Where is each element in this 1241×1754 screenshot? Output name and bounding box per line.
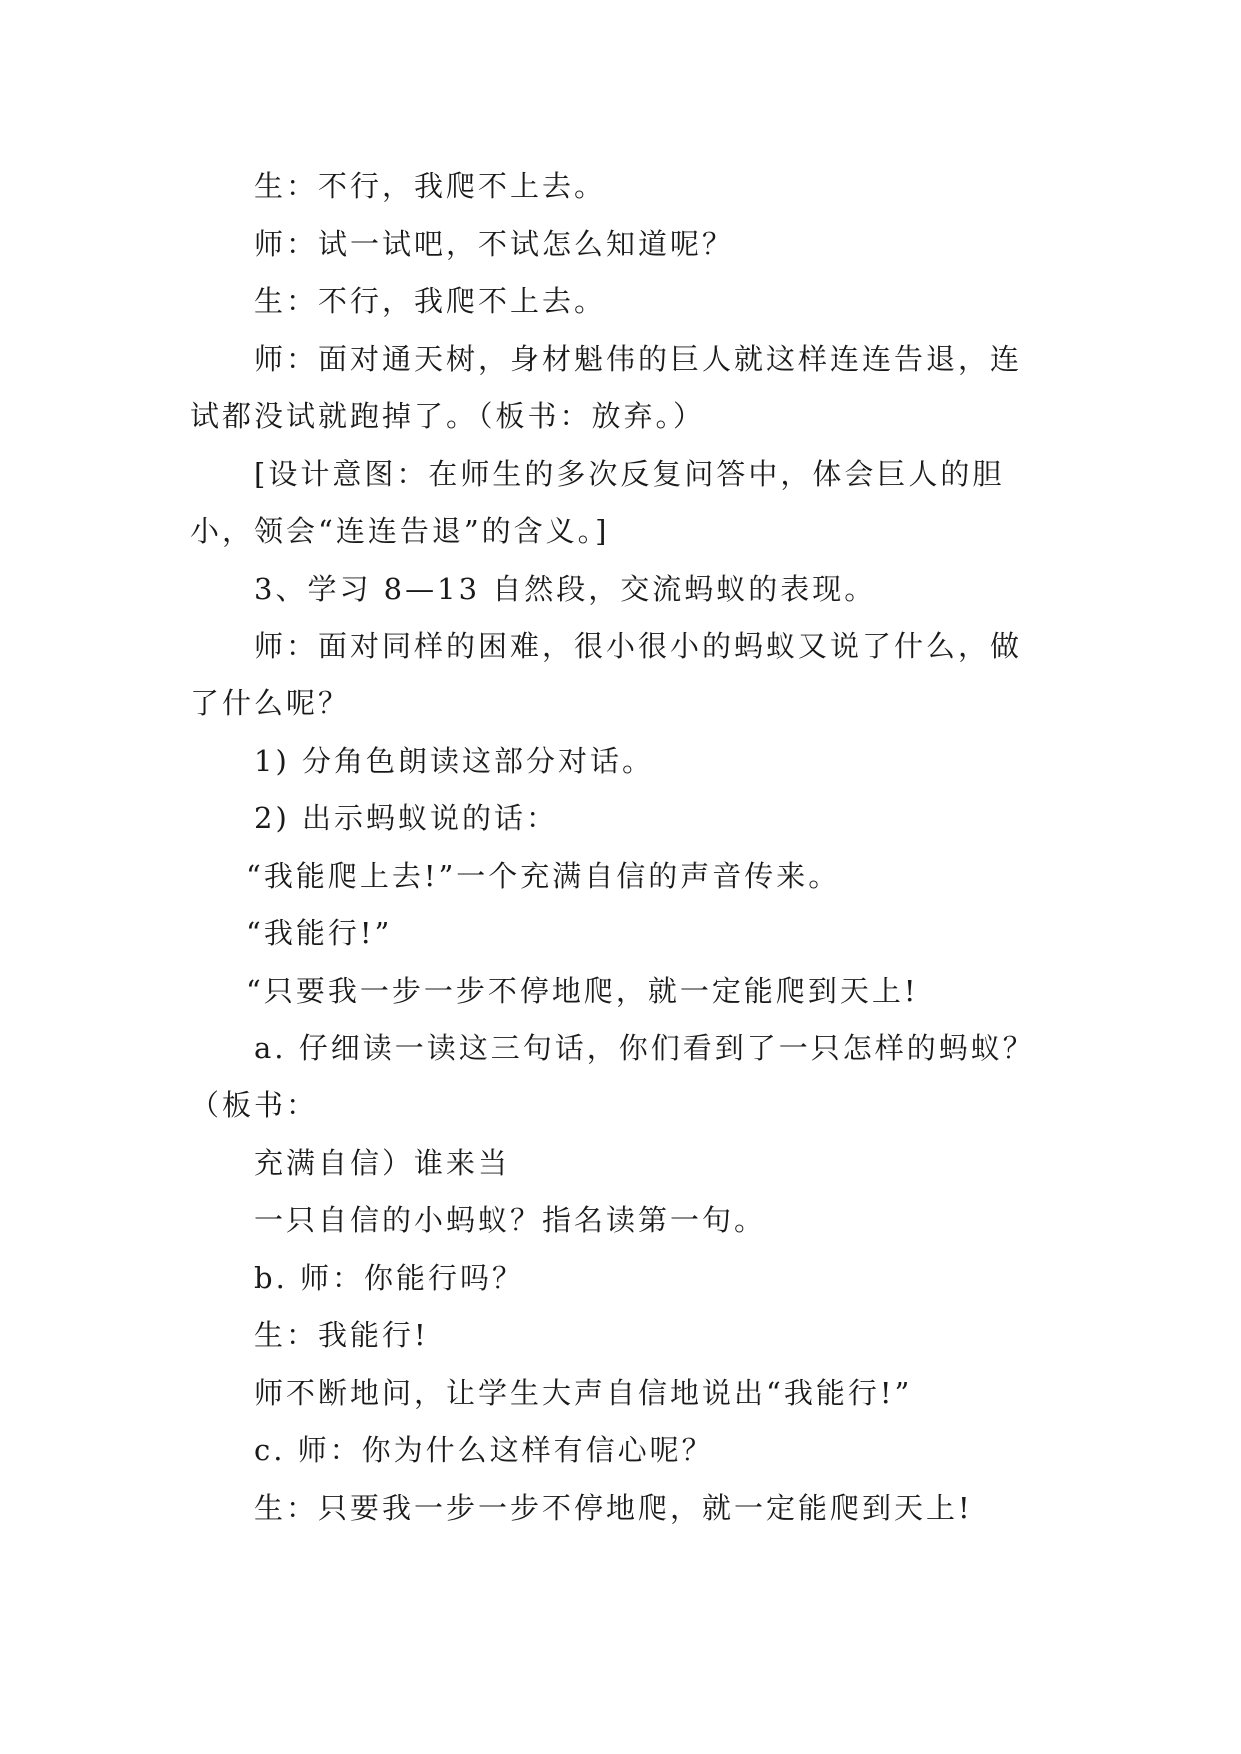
paragraph-line: b. 师：你能行吗？ xyxy=(254,1261,525,1295)
paragraph-line: 师不断地问，让学生大声自信地说出“我能行!” xyxy=(254,1376,913,1410)
quote-line: “我能行!” xyxy=(246,916,393,950)
paragraph-line: 生：我能行! xyxy=(254,1318,429,1352)
quote-line: “只要我一步一步不停地爬，就一定能爬到天上! xyxy=(246,974,919,1008)
paragraph-line: 试都没试就跑掉了。（板书：放弃。） xyxy=(190,399,706,433)
paragraph-line: 充满自信）谁来当 xyxy=(254,1146,511,1180)
paragraph-line: 生：不行，我爬不上去。 xyxy=(254,169,607,203)
paragraph-line: 小，领会“连连告退”的含义。] xyxy=(190,514,610,548)
paragraph-line: [设计意图：在师生的多次反复问答中，体会巨人的胆 xyxy=(254,457,1005,491)
quote-line: “我能爬上去!”一个充满自信的声音传来。 xyxy=(246,859,841,893)
paragraph-line: 了什么呢？ xyxy=(190,686,351,720)
paragraph-line: 生：只要我一步一步不停地爬，就一定能爬到天上! xyxy=(254,1491,973,1525)
paragraph-line: 师：试一试吧，不试怎么知道呢？ xyxy=(254,227,735,261)
list-item: 2) 出示蚂蚁说的话： xyxy=(254,801,558,835)
paragraph-line: a. 仔细读一读这三句话，你们看到了一只怎样的蚂蚁？ xyxy=(254,1031,1035,1065)
paragraph-line: 师：面对同样的困难，很小很小的蚂蚁又说了什么，做 xyxy=(254,629,1023,663)
section-heading: 3、学习 8—13 自然段，交流蚂蚁的表现。 xyxy=(254,572,877,606)
paragraph-line: 师：面对通天树，身材魁伟的巨人就这样连连告退，连 xyxy=(254,342,1023,376)
paragraph-line: （板书： xyxy=(190,1088,319,1122)
list-item: 1) 分角色朗读这部分对话。 xyxy=(254,744,654,778)
paragraph-line: c. 师：你为什么这样有信心呢？ xyxy=(254,1433,714,1467)
paragraph-line: 一只自信的小蚂蚁？指名读第一句。 xyxy=(254,1203,767,1237)
paragraph-line: 生：不行，我爬不上去。 xyxy=(254,284,607,318)
